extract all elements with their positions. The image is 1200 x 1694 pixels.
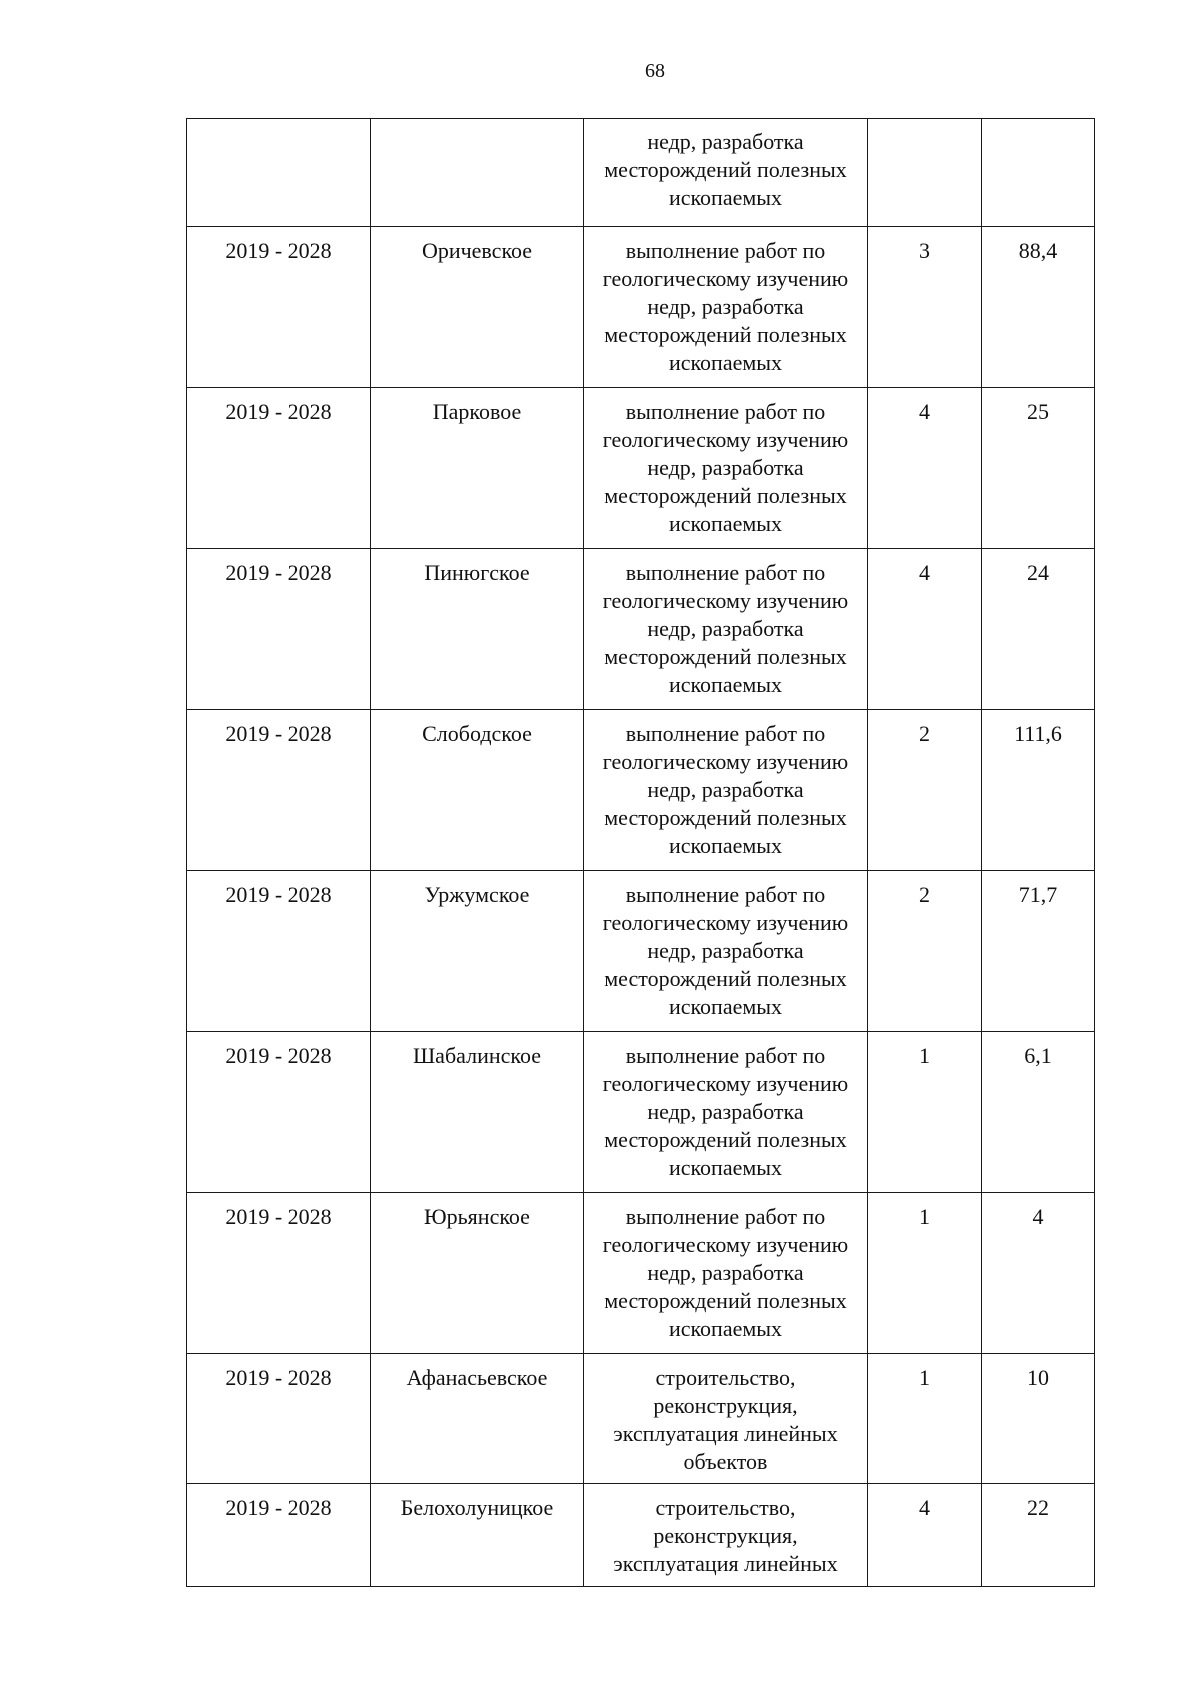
document-table	[186, 118, 1095, 1587]
cell-name: Афанасьевское	[371, 1354, 584, 1484]
cell-count: 2	[868, 871, 982, 1032]
cell-period: 2019 - 2028	[187, 1193, 371, 1354]
table-row	[187, 549, 1095, 710]
cell-purpose: строительство, реконструкция, эксплуатация линейных	[584, 1484, 868, 1587]
cell-name: Парковое	[371, 388, 584, 549]
cell-name	[371, 119, 584, 227]
table-row	[187, 871, 1095, 1032]
table-row	[187, 1032, 1095, 1193]
cell-name: Юрьянское	[371, 1193, 584, 1354]
cell-area: 4	[982, 1193, 1095, 1354]
cell-count: 4	[868, 549, 982, 710]
cell-purpose: выполнение работ по геологическому изучению недр, разработка месторождений полезных ископаемых	[584, 549, 868, 710]
cell-count: 4	[868, 388, 982, 549]
cell-name: Шабалинское	[371, 1032, 584, 1193]
cell-area	[982, 119, 1095, 227]
cell-count: 2	[868, 710, 982, 871]
cell-name: Слободское	[371, 710, 584, 871]
cell-name: Оричевское	[371, 227, 584, 388]
cell-area: 88,4	[982, 227, 1095, 388]
cell-purpose: строительство, реконструкция, эксплуатация линейных объектов	[584, 1354, 868, 1484]
cell-period: 2019 - 2028	[187, 1354, 371, 1484]
table-row	[187, 388, 1095, 549]
cell-area: 111,6	[982, 710, 1095, 871]
table-row	[187, 1193, 1095, 1354]
cell-purpose: выполнение работ по геологическому изучению недр, разработка месторождений полезных ископаемых	[584, 710, 868, 871]
cell-area: 10	[982, 1354, 1095, 1484]
cell-period: 2019 - 2028	[187, 710, 371, 871]
cell-purpose: недр, разработка месторождений полезных ископаемых	[584, 119, 868, 227]
cell-area: 71,7	[982, 871, 1095, 1032]
cell-purpose: выполнение работ по геологическому изучению недр, разработка месторождений полезных ископаемых	[584, 227, 868, 388]
cell-count: 1	[868, 1032, 982, 1193]
cell-count: 4	[868, 1484, 982, 1587]
cell-name: Уржумское	[371, 871, 584, 1032]
cell-name: Белохолуницкое	[371, 1484, 584, 1587]
cell-count	[868, 119, 982, 227]
cell-period: 2019 - 2028	[187, 227, 371, 388]
table-row-continuation	[187, 119, 1095, 227]
cell-count: 3	[868, 227, 982, 388]
cell-period: 2019 - 2028	[187, 549, 371, 710]
cell-area: 24	[982, 549, 1095, 710]
cell-period: 2019 - 2028	[187, 1484, 371, 1587]
cell-count: 1	[868, 1354, 982, 1484]
cell-period	[187, 119, 371, 227]
cell-name: Пинюгское	[371, 549, 584, 710]
page-number: 68	[645, 60, 665, 82]
table-row	[187, 1484, 1095, 1587]
cell-area: 6,1	[982, 1032, 1095, 1193]
cell-purpose: выполнение работ по геологическому изучению недр, разработка месторождений полезных ископаемых	[584, 871, 868, 1032]
cell-purpose: выполнение работ по геологическому изучению недр, разработка месторождений полезных ископаемых	[584, 388, 868, 549]
cell-purpose: выполнение работ по геологическому изучению недр, разработка месторождений полезных ископаемых	[584, 1193, 868, 1354]
table-row	[187, 710, 1095, 871]
cell-period: 2019 - 2028	[187, 1032, 371, 1193]
cell-period: 2019 - 2028	[187, 388, 371, 549]
cell-purpose: выполнение работ по геологическому изучению недр, разработка месторождений полезных ископаемых	[584, 1032, 868, 1193]
table-body	[187, 119, 1095, 1587]
table-row	[187, 1354, 1095, 1484]
cell-count: 1	[868, 1193, 982, 1354]
cell-area: 25	[982, 388, 1095, 549]
cell-period: 2019 - 2028	[187, 871, 371, 1032]
cell-area: 22	[982, 1484, 1095, 1587]
table-row	[187, 227, 1095, 388]
